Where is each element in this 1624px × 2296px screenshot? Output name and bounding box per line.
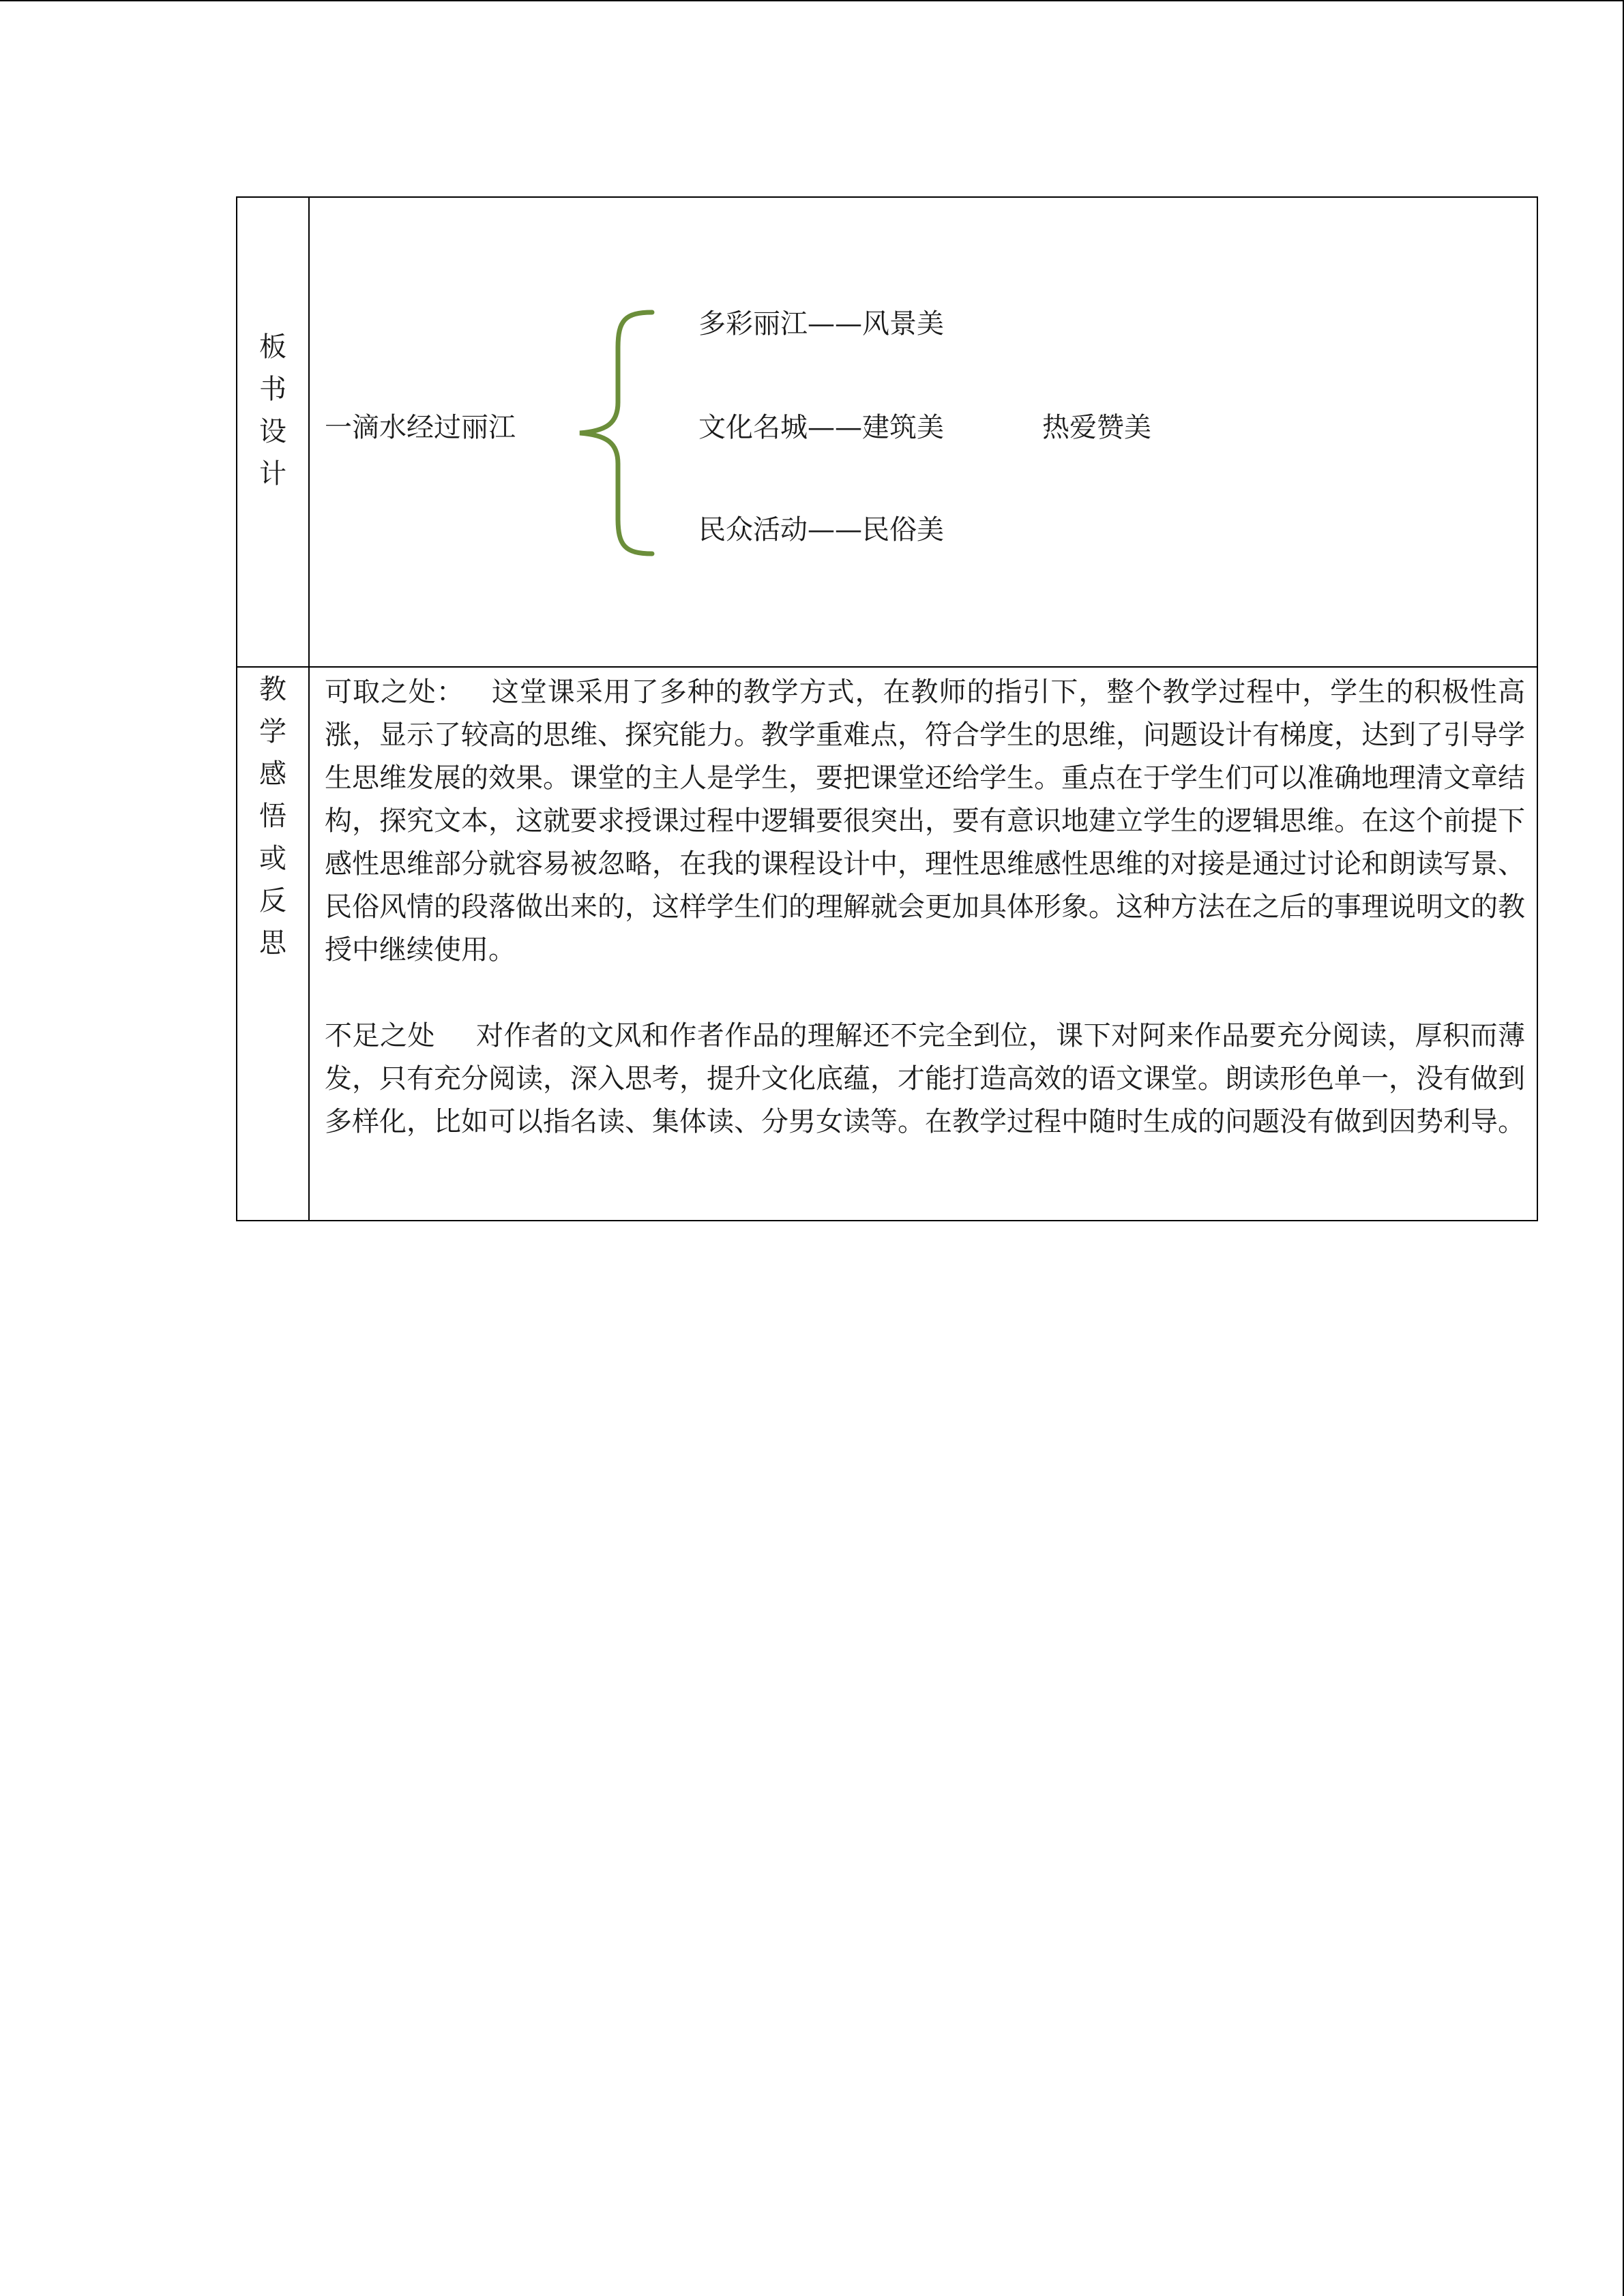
board-item-architecture: 文化名城——建筑美 (698, 412, 944, 443)
board-design-label (237, 326, 308, 495)
brace-stroke (580, 312, 652, 554)
reflection-label-char: 悟 (259, 801, 286, 832)
reflection-label-char: 学 (259, 716, 286, 747)
board-design-label-char: 设 (259, 416, 286, 447)
board-design-label-char: 书 (259, 374, 286, 405)
board-design-label-char: 计 (259, 458, 286, 490)
board-conclusion: 热爱赞美 (1042, 412, 1151, 443)
reflection-content (325, 671, 1525, 1144)
reflection-label-char: 感 (259, 758, 286, 790)
reflection-label (237, 668, 308, 964)
reflection-label-char: 思 (259, 927, 286, 959)
lesson-table (236, 196, 1538, 1221)
curly-brace-icon (573, 307, 662, 559)
row-divider (237, 666, 1537, 668)
board-design-label-char: 板 (259, 331, 286, 363)
strengths-paragraph (325, 671, 1525, 972)
page-border-top (0, 0, 1624, 1)
weaknesses-paragraph (325, 1015, 1525, 1144)
weaknesses-heading: 不足之处 (325, 1020, 435, 1052)
strengths-text: 这堂课采用了多种的教学方式，在教师的指引下，整个教学过程中，学生的积极性高涨，显示了较高的思维、探究能力。教学重难点，符合学生的思维，问题设计有梯度，达到了引导学生思维发展的效果。课堂的主人是学生，要把课堂还给学生。重点在于学生们可以准确地理清文章结构，探究文本，这就要求授课过程中逻辑要很突出，要有意识地建立学生的逻辑思维。在这个前提下感性思维部分就容易被忽略，在我的课程设计中，理性思维感性思维的对接是通过讨论和朗读写景、民俗风情的段落做出来的，这样学生们的理解就会更加具体形象。这种方法在之后的事理说明文的教授中继续使用。 (325, 676, 1526, 966)
strengths-heading: 可取之处： (325, 676, 464, 708)
board-main-title: 一滴水经过丽江 (325, 412, 516, 443)
column-divider (308, 198, 310, 1220)
reflection-label-char: 或 (259, 843, 286, 874)
reflection-label-char: 反 (259, 885, 286, 916)
weaknesses-text: 对作者的文风和作者作品的理解还不完全到位，课下对阿来作品要充分阅读，厚积而薄发，只有充分阅读，深入思考，提升文化底蕴，才能打造高效的语文课堂。朗读形色单一，没有做到多样化，比如可以指名读、集体读、分男女读等。在教学过程中随时生成的问题没有做到因势利导。 (325, 1020, 1526, 1137)
board-item-folk-custom: 民众活动——民俗美 (698, 514, 944, 546)
board-item-scenery: 多彩丽江——风景美 (698, 308, 944, 340)
reflection-label-char: 教 (259, 674, 286, 705)
